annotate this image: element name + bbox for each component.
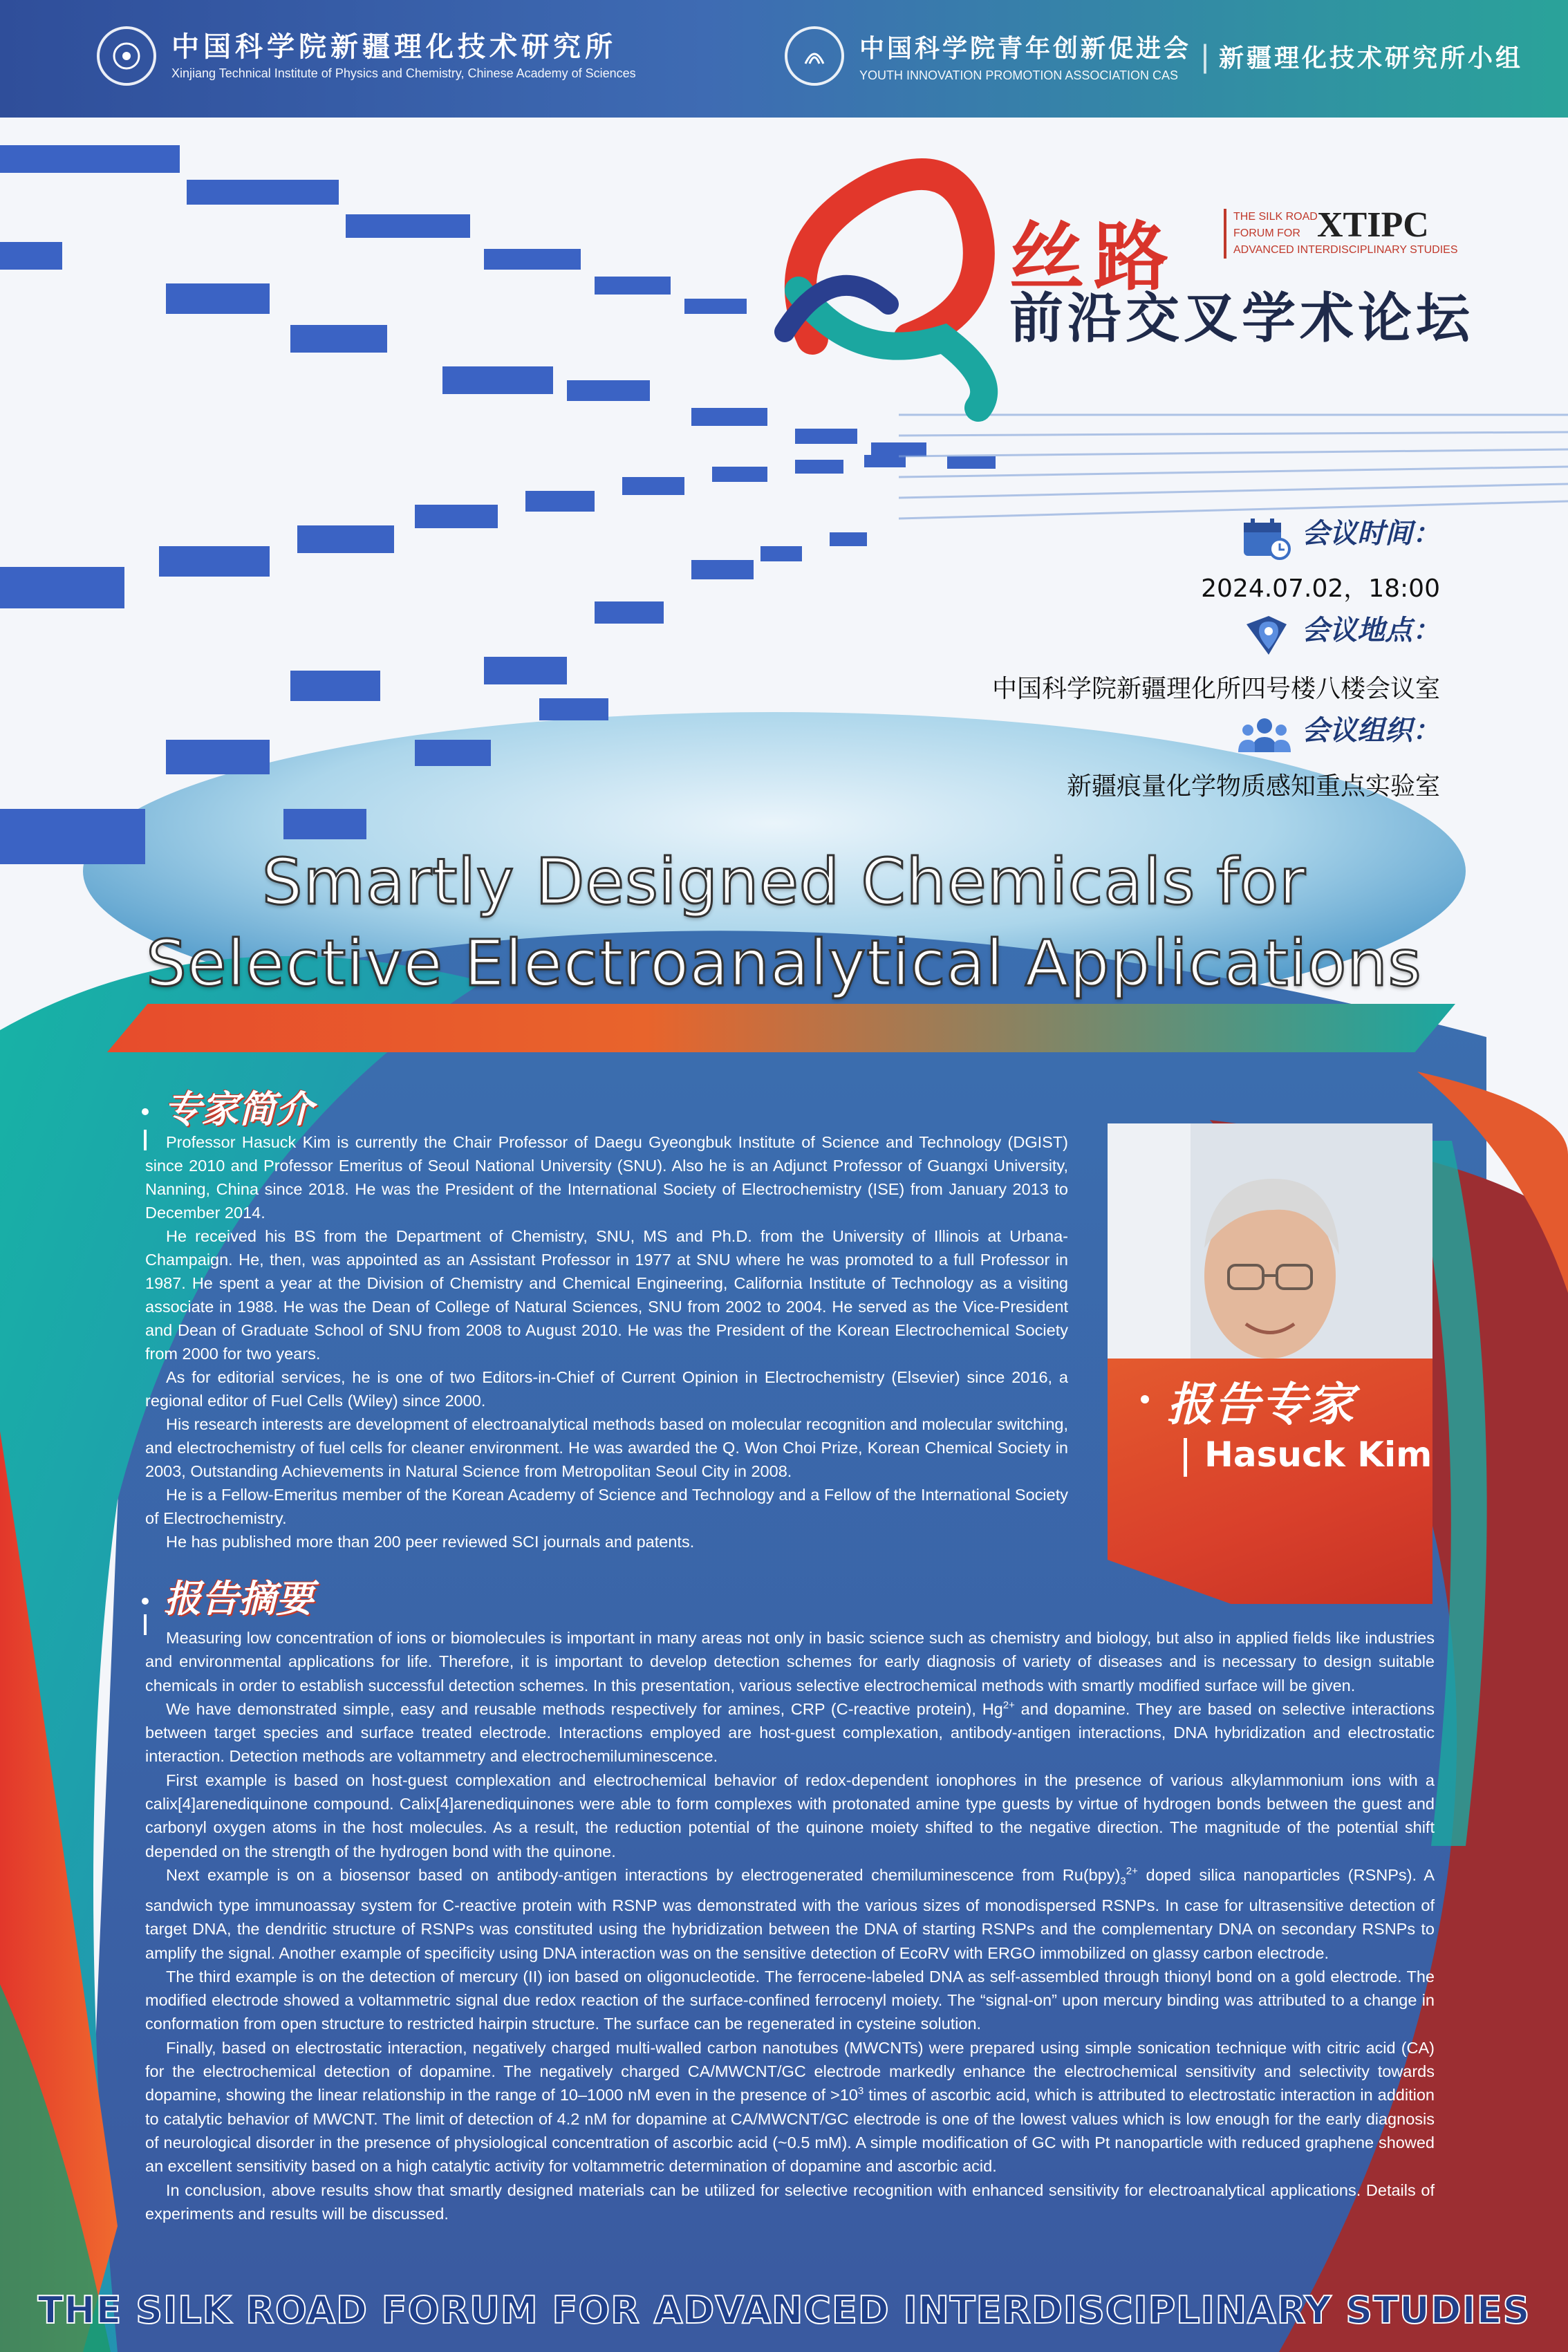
superscript: 3 (857, 2085, 864, 2098)
speaker-label-dot (1141, 1395, 1149, 1403)
abstract-heading-dot (142, 1598, 149, 1605)
abstract-paragraph: In conclusion, above results show that smartly designed materials can be utilized for selective recognition with enhanced sensitivity for electroanalytical applications. Details of experiments and results will be discussed. (145, 2181, 1435, 2223)
abstract-heading-text: 报告摘要 (164, 1577, 313, 1621)
abstract-text-run: We have demonstrated simple, easy and reusable methods respectively for amines, CRP (C-reactive protein), Hg (166, 1699, 1003, 1718)
abstract-paragraph: Measuring low concentration of ions or biomolecules is important in many areas not only in basic science such as chemistry and biology, but also in applied fields like industries and environmental applications for life. Therefore, it is important to develop detection schemes for early diagnosis of variety of diseases and is necessary to design suitable chemicals in order to establish successful detection schemes. In this presentation, various selective electrochemical methods with smartly modified surface will be given. (145, 1629, 1435, 1695)
talk-title-line1: Smartly Designed Chemicals for (262, 845, 1306, 919)
forum-logo-cn-bottom: 前沿交叉学术论坛 (1009, 288, 1475, 350)
header-association-cn: 中国科学院青年创新促进会 (859, 34, 1192, 63)
abstract-paragraph (145, 1863, 1435, 1965)
meeting-organizer-label: 会议组织： (1302, 715, 1440, 747)
header-group-cn: 新疆理化技术研究所小组 (1218, 43, 1523, 73)
bio-paragraph: His research interests are development of electroanalytical methods based on molecular recognition and molecular switching, and electrochemistry of fuel cells for cleaner environment. He was awarded the Q. Won Choi Prize, Korean Chemical Society in 2003, Outstanding Achievements in Natural Science from Metropolitan Seoul City in 2008. (145, 1415, 1068, 1480)
bio-text (145, 1130, 1068, 1553)
meeting-place-value: 中国科学院新疆理化所四号楼八楼会议室 (991, 675, 1440, 704)
header-institute-en: Xinjiang Technical Institute of Physics and Chemistry, Chinese Academy of Sciences (171, 66, 636, 80)
abstract-heading (142, 1569, 313, 1623)
bio-heading (142, 1080, 313, 1133)
meeting-place (992, 608, 1440, 704)
forum-logo-en-line3: ADVANCED INTERDISCIPLINARY STUDIES (1233, 244, 1458, 256)
abstract-paragraph (145, 1697, 1435, 1768)
forum-logo-abbr: XTIPC (1317, 205, 1429, 245)
xtipc-emblem-icon (97, 26, 156, 86)
abstract-text (145, 1626, 1435, 2225)
speaker-name: Hasuck Kim (1204, 1435, 1432, 1475)
abstract-text-run: Next example is on a biosensor based on antibody-antigen interactions by electrogenerated chemiluminescence from Ru(bpy) (166, 1865, 1121, 1884)
subscript: 3 (1120, 1875, 1126, 1887)
footer-forum-name: THE SILK ROAD FORUM FOR ADVANCED INTERDISCIPLINARY STUDIES (37, 2288, 1531, 2332)
abstract-paragraph: The third example is on the detection of mercury (II) ion based on oligonucleotide. The ferrocene-labeled DNA as self-assembled through thionyl bond on a gold electrode. The modified electrode showed a voltammetric signal due redox reaction of the surface-confined ferrocenyl moiety. The “signal-on” upon mercury binding was attributed to a change in conformation from open structure to restricted hairpin structure. The surface can be regenerated in cysteine solution. (145, 1967, 1435, 2033)
location-pin-icon (1241, 610, 1292, 662)
meeting-organizer-value: 新疆痕量化学物质感知重点实验室 (1066, 772, 1440, 801)
bio-paragraph: Professor Hasuck Kim is currently the Chair Professor of Daegu Gyeongbuk Institute of Science and Technology (DGIST) since 2010 and Professor Emeritus of Seoul National University (SNU). Also he is an Adjunct Professor of Guangxi University, Nanning, China since 2018. He was the President of the International Society of Electrochemistry (ISE) from January 2013 to December 2014. (145, 1133, 1068, 1222)
title-ribbon (107, 1004, 1455, 1052)
abstract-paragraph (145, 2036, 1435, 2178)
talk-title-line2: Selective Electroanalytical Applications (146, 926, 1422, 1000)
superscript: 2+ (1126, 1865, 1138, 1878)
bio-paragraph: He received his BS from the Department of Chemistry, SNU, MS and Ph.D. from the University of Illinois at Urbana-Champaign. He, then, was appointed as an Assistant Professor in 1977 at SNU where he was promoted to a full Professor in 1987. He spent a year at the Division of Chemistry and Chemical Engineering, California Institute of Technology as a visiting associate in 1988. He was the Dean of College of Natural Sciences, SNU from 2002 to 2004. He served as the Vice-President and Dean of Graduate School of SNU from 2008 to August 2010. He was the President of the Korean Electrochemical Society from 2000 for two years. (145, 1227, 1068, 1363)
bio-heading-text: 专家简介 (164, 1088, 313, 1131)
bio-paragraph: He is a Fellow-Emeritus member of the Korean Academy of Science and Technology and a Fellow of the International Society of Electrochemistry. (145, 1486, 1068, 1527)
header-right (785, 26, 1523, 86)
meeting-time (1201, 512, 1440, 604)
abstract-text-run: and dopamine. They are based on selective interactions between target species and surface treated electrode. Interactions employed are host-guest complexation, antibody-antigen interactions, DNA hybridization and electrostatic interaction. Detection methods are voltammetry and electrochemiluminescence. (145, 1699, 1435, 1766)
meeting-time-value: 2024.07.02，18:00 (1201, 575, 1440, 604)
meeting-place-label: 会议地点： (1302, 615, 1440, 646)
header-bar (0, 0, 1568, 118)
calendar-icon (1241, 516, 1292, 563)
people-group-icon (1237, 713, 1292, 760)
meeting-time-label: 会议时间： (1302, 518, 1440, 550)
abstract-text-run: doped silica nanoparticles (RSNPs). A sandwich type immunoassay system for C-reactive protein with RSNP was demonstrated with the various sizes of monodispersed RSNPs. In case for ultrasensitive detection of target DNA, the dendritic structure of RSNPs was constituted using the hybridization between the DNA of starting RSNPs and the complementary DNA on secondary RSNPs to amplify the signal. Another example of specificity using DNA interaction was on the sensitive detection of EcoRV with ERGO immobilized on glassy carbon electrode. (145, 1865, 1435, 1962)
superscript: 2+ (1002, 1699, 1015, 1712)
bio-heading-dot (142, 1108, 149, 1115)
speaker-label: 报告专家 (1167, 1378, 1355, 1431)
forum-logo-en-line2: FORUM FOR (1233, 227, 1300, 239)
bio-paragraph: He has published more than 200 peer reviewed SCI journals and patents. (166, 1533, 695, 1551)
youth-association-emblem-icon (785, 26, 844, 86)
header-institute-cn: 中国科学院新疆理化技术研究所 (171, 30, 617, 63)
header-left (97, 26, 636, 86)
forum-logo-en-line1: THE SILK ROAD (1233, 211, 1318, 223)
bio-paragraph: As for editorial services, he is one of two Editors-in-Chief of Current Opinion in Electrochemistry (Elsevier) since 2016, a regional editor of Fuel Cells (Wiley) since 2000. (145, 1368, 1068, 1410)
meeting-organizer (1067, 709, 1440, 802)
abstract-paragraph: First example is based on host-guest complexation and electrochemical behavior of redox-dependent ionophores in the presence of various alkylammonium ions with a calix[4]arenediquinone compound. Calix[4]arenediquinones were able to form complexes with protonated amine type guests by virtue of hydrogen bonds between the guest and carbonyl oxygen atoms in the host molecules. As a result, the reduction potential of the quinone moiety shifted to the negative direction. The magnitude of the potential shift depended on the strength of the hydrogen bond with the quinone. (145, 1771, 1435, 1860)
forum-logo-cn-top: 丝路 (1009, 214, 1179, 301)
speaker-name-bar (1184, 1438, 1187, 1477)
abstract-text-run: Finally, based on electrostatic interaction, negatively charged multi-walled carbon nanotubes (MWCNTs) were prepared using simple sonication technique with citric acid (CA) for the electrochemical detection of dopamine. The negatively charged CA/MWCNT/GC electrode markedly enhance the electrochemical sensitivity and selectivity towards dopamine, showing the linear relationship in the range of 10–1000 nM even in the presence of >10 (145, 2038, 1435, 2104)
abstract-text-run: times of ascorbic acid, which is attributed to electrostatic interaction in addition to catalytic behavior of MWCNT. The limit of detection of 4.2 nM for dopamine at CA/MWCNT/GC electrode is one of the lowest values which is low enough for the early diagnosis of neurological disorder in the presence of physiological concentration of ascorbic acid (~0.5 mM). A simple modification of GC with Pt nanoparticle with reduced graphene showed an excellent sensitivity based on a high catalytic activity for voltammetric determination of dopamine and ascorbic acid. (145, 2086, 1435, 2176)
header-association-en: YOUTH INNOVATION PROMOTION ASSOCIATION CAS (859, 68, 1179, 82)
header-separator: | (1201, 38, 1209, 74)
